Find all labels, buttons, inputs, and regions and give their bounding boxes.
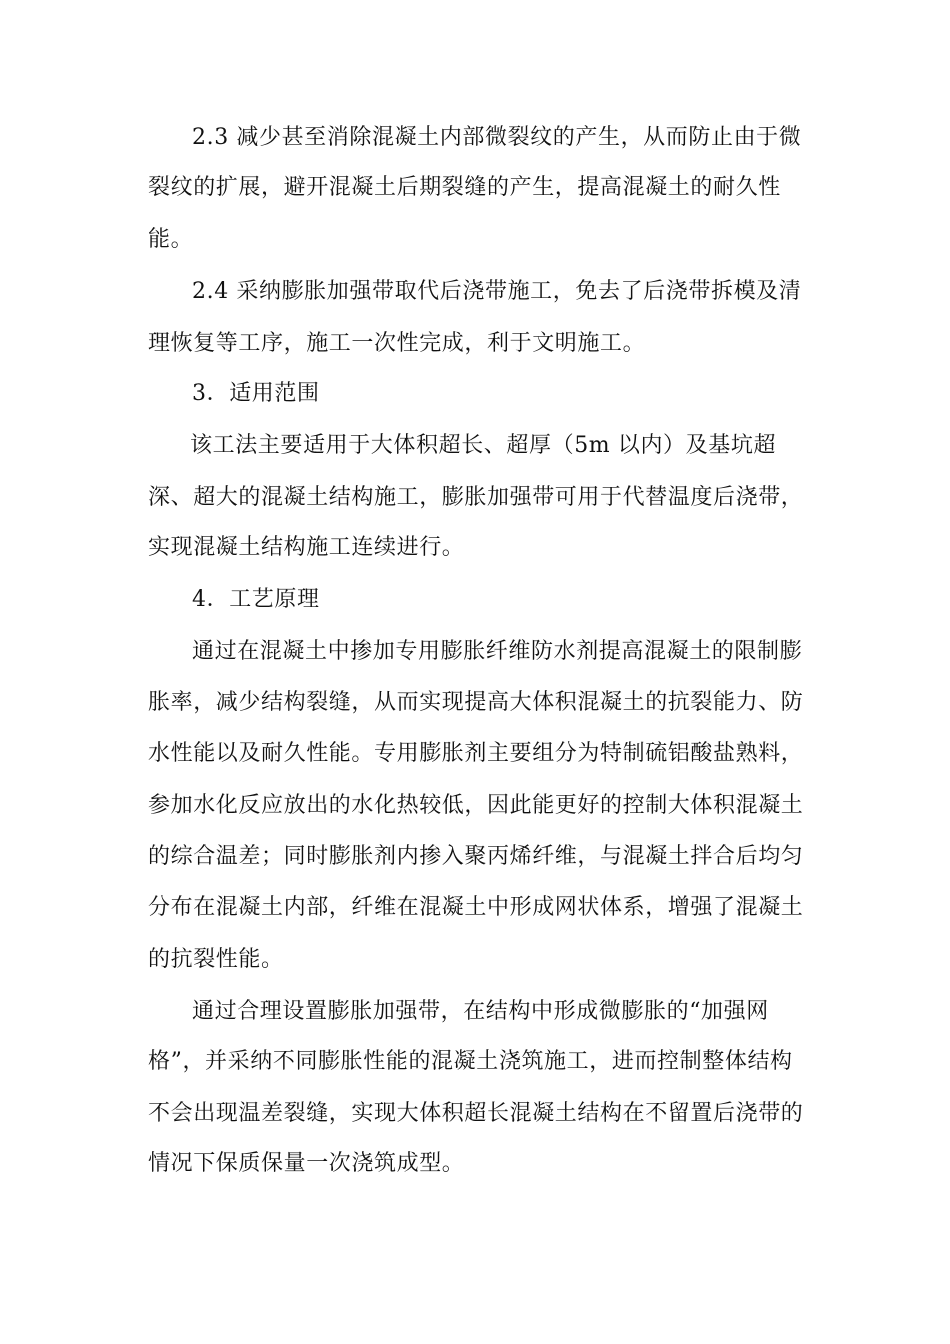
text-line: 格”，并采纳不同膨胀性能的混凝土浇筑施工，进而控制整体结构	[148, 1049, 793, 1074]
text-line: 实现混凝土结构施工连续进行。	[148, 535, 465, 560]
text-line: 2.4 采纳膨胀加强带取代后浇带施工，免去了后浇带拆模及清	[192, 279, 802, 304]
section-heading-principle: 4．工艺原理	[192, 587, 320, 612]
text-line: 能。	[148, 227, 194, 252]
text-line: 的抗裂性能。	[148, 947, 284, 972]
text-line: 分布在混凝土内部，纤维在混凝土中形成网状体系，增强了混凝土	[148, 895, 804, 920]
text-line: 深、超大的混凝土结构施工，膨胀加强带可用于代替温度后浇带，	[148, 485, 804, 510]
text-line: 情况下保质保量一次浇筑成型。	[148, 1151, 465, 1176]
text-line: 通过合理设置膨胀加强带，在结构中形成微膨胀的“加强网	[192, 999, 769, 1024]
text-line: 通过在混凝土中掺加专用膨胀纤维防水剂提高混凝土的限制膨	[192, 639, 803, 664]
text-line: 该工法主要适用于大体积超长、超厚（5m 以内）及基坑超	[190, 433, 777, 458]
text-line: 不会出现温差裂缝，实现大体积超长混凝土结构在不留置后浇带的	[148, 1101, 804, 1126]
text-line: 胀率，减少结构裂缝，从而实现提高大体积混凝土的抗裂能力、防	[148, 690, 804, 715]
text-line: 参加水化反应放出的水化热较低，因此能更好的控制大体积混凝土	[148, 793, 804, 818]
text-line: 2.3 减少甚至消除混凝土内部微裂纹的产生，从而防止由于微	[192, 125, 802, 150]
text-line: 的综合温差；同时膨胀剂内掺入聚丙烯纤维，与混凝土拌合后均匀	[148, 844, 804, 869]
text-line: 裂纹的扩展，避开混凝土后期裂缝的产生，提高混凝土的耐久性	[148, 175, 781, 200]
text-line: 水性能以及耐久性能。专用膨胀剂主要组分为特制硫铝酸盐熟料，	[148, 741, 804, 766]
text-line: 理恢复等工序，施工一次性完成，利于文明施工。	[148, 331, 646, 356]
section-heading-scope: 3．适用范围	[192, 381, 320, 406]
